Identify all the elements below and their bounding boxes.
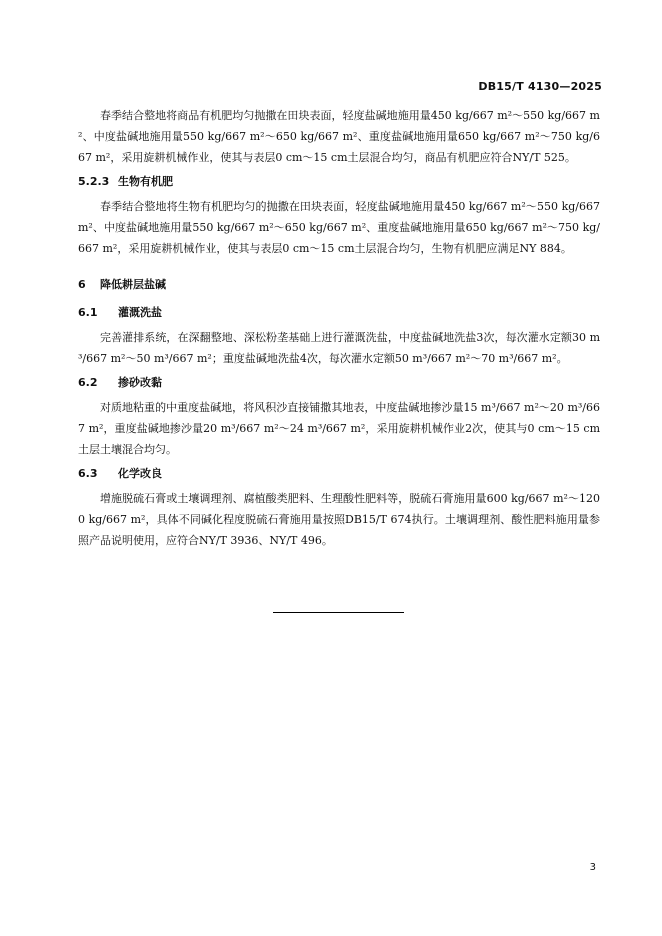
heading-6-3 xyxy=(78,466,600,482)
heading-6-1 xyxy=(78,305,600,321)
heading-number: 6.1 xyxy=(78,306,98,319)
heading-number: 6.2 xyxy=(78,376,98,389)
heading-title: 灌溉洗盐 xyxy=(118,306,162,319)
heading-title: 降低耕层盐碱 xyxy=(100,278,166,291)
document-code: DB15/T 4130—2025 xyxy=(478,80,602,93)
section-5-2-3-body: 春季结合整地将生物有机肥均匀的抛撒在田块表面，轻度盐碱地施用量450 kg/667 m²～550 kg/667 m²、中度盐碱地施用量550 kg/667 m²～650 kg/667 m²、重度盐碱地施用量650 kg/667 m²～750 kg/667 m²，采用旋耕机械作业，使其与表层0 cm～15 cm土层混合均匀，生物有机肥应满足NY 884。 xyxy=(78,200,600,255)
heading-title: 生物有机肥 xyxy=(118,175,173,188)
heading-5-2-3 xyxy=(78,174,600,190)
section-6-3-body: 增施脱硫石膏或土壤调理剂、腐植酸类肥料、生理酸性肥料等，脱硫石膏施用量600 kg/667 m²～1200 kg/667 m²，具体不同碱化程度脱硫石膏施用量按照DB15/T 674执行。土壤调理剂、酸性肥料施用量参照产品说明使用，应符合NY/T 3936、NY/T 496。 xyxy=(78,492,600,547)
heading-title: 掺砂改黏 xyxy=(118,376,162,389)
section-5-2-2-body: 春季结合整地将商品有机肥均匀抛撒在田块表面，轻度盐碱地施用量450 kg/667 m²～550 kg/667 m²、中度盐碱地施用量550 kg/667 m²～650 kg/667 m²、重度盐碱地施用量650 kg/667 m²～750 kg/667 m²，采用旋耕机械作业，使其与表层0 cm～15 cm土层混合均匀，商品有机肥应符合NY/T 525。 xyxy=(78,109,600,164)
heading-number: 6 xyxy=(78,278,86,291)
heading-number: 5.2.3 xyxy=(78,175,110,188)
heading-6 xyxy=(78,277,600,293)
page-number: 3 xyxy=(589,862,596,873)
end-of-document-rule xyxy=(273,612,404,613)
heading-6-2 xyxy=(78,375,600,391)
heading-number: 6.3 xyxy=(78,467,98,480)
section-6-2-body: 对质地粘重的中重度盐碱地，将风积沙直接铺撒其地表，中度盐碱地掺沙量15 m³/667 m²～20 m³/667 m²，重度盐碱地掺沙量20 m³/667 m²～24 m³/667 m²，采用旋耕机械作业2次，使其与0 cm～15 cm土层土壤混合均匀。 xyxy=(78,401,600,456)
section-6-1-body: 完善灌排系统，在深翻整地、深松粉垄基础上进行灌溉洗盐，中度盐碱地洗盐3次，每次灌水定额30 m³/667 m²～50 m³/667 m²；重度盐碱地洗盐4次，每次灌水定额50 m³/667 m²～70 m³/667 m²。 xyxy=(78,331,600,365)
heading-title: 化学改良 xyxy=(118,467,162,480)
document-body xyxy=(78,105,600,551)
